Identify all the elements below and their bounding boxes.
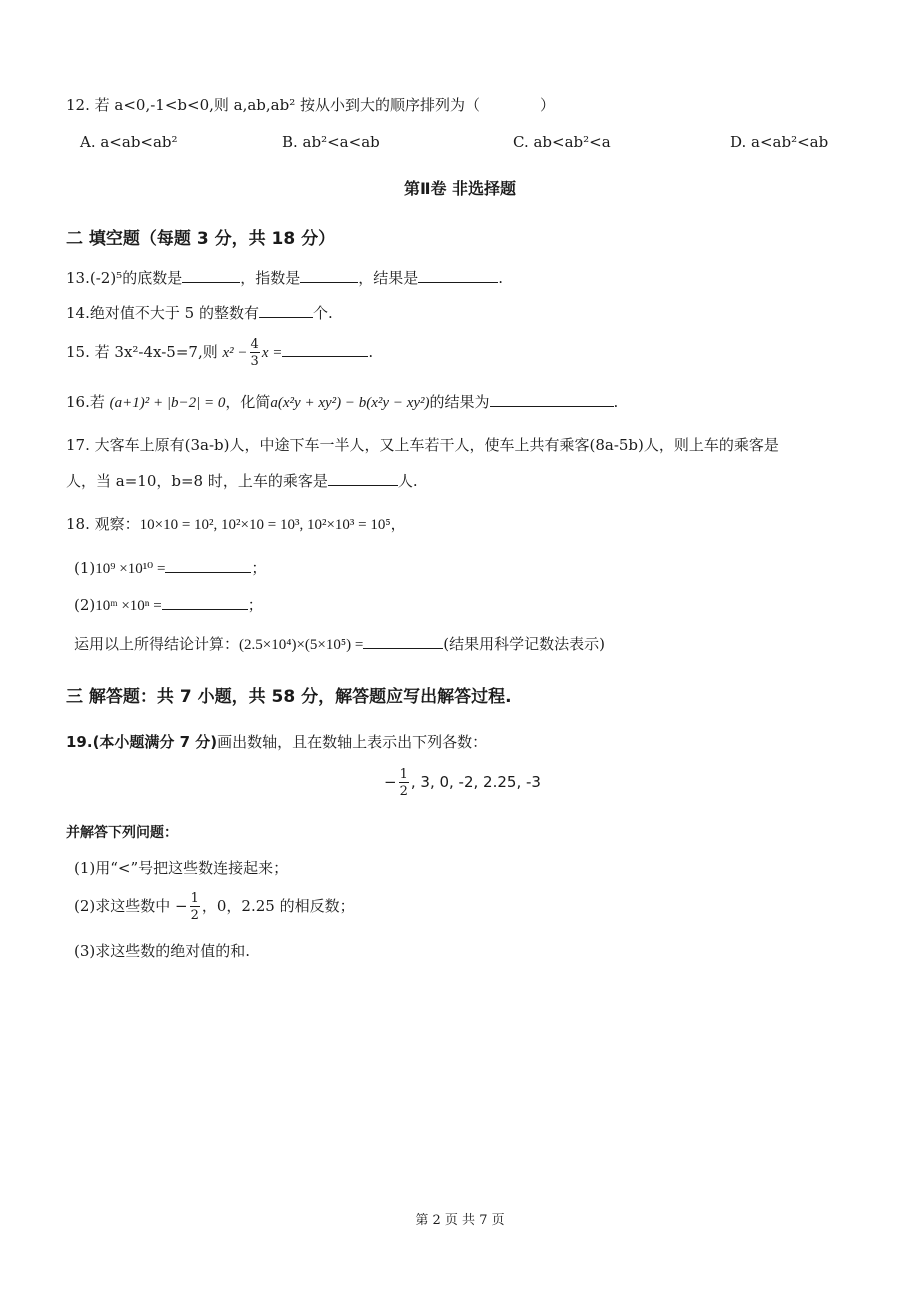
question-19-number-list xyxy=(384,768,541,798)
question-13-part-a: (-2)⁵的底数是 xyxy=(89,269,183,287)
sub-2-part-a: (2)求这些数中 xyxy=(74,897,171,915)
question-19-text: 画出数轴，且在数轴上表示出下列各数： xyxy=(217,733,488,751)
question-16-condition: (a+1)² + |b−2| = 0 xyxy=(109,395,226,411)
question-18-observation: 10×10 = 10², 10²×10 = 10³, 10²×10³ = 10⁵ xyxy=(139,517,391,533)
question-number: 15. xyxy=(66,343,90,361)
question-12-stem: 12. 若 a<0,-1<b<0,则 a,ab,ab² 按从小到大的顺序排列为（ ） xyxy=(66,96,555,114)
minus-sign: − xyxy=(175,897,188,915)
question-number: 16. xyxy=(66,393,90,411)
question-number: 13. xyxy=(66,269,90,287)
question-15-end: . xyxy=(368,343,374,361)
fraction-numerator: 1 xyxy=(399,767,408,782)
question-13-end: . xyxy=(498,269,504,287)
question-18-stem-end: ， xyxy=(390,515,406,533)
question-16-part-a: 若 xyxy=(89,393,105,411)
apply-note: (结果用科学记数法表示) xyxy=(443,635,606,653)
fraction-numerator: 4 xyxy=(250,337,259,352)
answer-blank[interactable] xyxy=(490,392,614,407)
question-16-end: . xyxy=(613,393,619,411)
question-16-part-c: 的结果为 xyxy=(429,393,490,411)
question-17-part-a: 人，当 a=10，b=8 时，上车的乘客是 xyxy=(66,472,328,490)
question-17-line-2 xyxy=(66,470,418,491)
fraction-numerator: 1 xyxy=(190,891,199,906)
question-15-expr-right: x = xyxy=(261,345,283,361)
sub-question-2-end: ； xyxy=(247,596,263,614)
minus-sign: − xyxy=(384,773,397,791)
fraction-denominator: 2 xyxy=(190,908,199,923)
question-15 xyxy=(66,338,373,368)
sub-question-2-expr: 10ᵐ ×10ⁿ = xyxy=(95,598,162,614)
question-18-stem xyxy=(66,513,406,534)
section-3-title: 三 解答题：共 7 小题，共 58 分，解答题应写出解答过程. xyxy=(66,687,512,707)
fraction xyxy=(399,768,409,798)
question-14 xyxy=(66,302,333,323)
answer-blank[interactable] xyxy=(363,634,443,649)
apply-expression: (2.5×10⁴)×(5×10⁵) = xyxy=(239,637,364,653)
question-15-expr-left: x² − xyxy=(222,345,248,361)
question-17-line-1: 17. 大客车上原有(3a-b)人，中途下车一半人，又上车若干人，使车上共有乘客(8a-5b)人，则上车的乘客是 xyxy=(66,436,779,454)
sub-question-1-expr: 10⁹ ×10¹⁰ = xyxy=(95,561,166,577)
question-12-option-d: D. a<ab²<ab xyxy=(730,133,829,151)
answer-blank[interactable] xyxy=(165,558,251,573)
question-14-part-a: 绝对值不大于 5 的整数有 xyxy=(89,304,259,322)
question-18-apply xyxy=(74,633,605,654)
question-15-part-a: 若 3x²-4x-5=7,则 xyxy=(94,343,218,361)
sub-question-1-end: ； xyxy=(251,559,267,577)
page-footer: 第 2 页 共 7 页 xyxy=(415,1213,505,1228)
question-13-part-b: ，指数是 xyxy=(240,269,301,287)
apply-label: 运用以上所得结论计算： xyxy=(74,635,240,653)
part-2-title: 第Ⅱ卷 非选择题 xyxy=(403,179,517,198)
section-2-title: 二 填空题（每题 3 分，共 18 分） xyxy=(66,229,336,249)
question-19-sub-3: (3)求这些数的绝对值的和. xyxy=(74,942,251,960)
answer-blank[interactable] xyxy=(328,471,398,486)
fraction xyxy=(250,338,260,368)
question-16-expression: a(x²y + xy²) − b(x²y − xy²) xyxy=(270,395,430,411)
question-12-option-b: B. ab²<a<ab xyxy=(282,133,380,151)
question-number: 14. xyxy=(66,304,90,322)
question-19-solve-label: 并解答下列问题： xyxy=(66,825,178,841)
sub-question-label: (2) xyxy=(74,596,96,614)
sub-question-label: (1) xyxy=(74,559,96,577)
question-13-part-c: ，结果是 xyxy=(358,269,419,287)
answer-blank[interactable] xyxy=(182,268,240,283)
answer-blank[interactable] xyxy=(418,268,498,283)
answer-blank[interactable] xyxy=(300,268,358,283)
fraction xyxy=(190,892,200,922)
question-18-sub-2 xyxy=(74,594,263,615)
fraction-denominator: 3 xyxy=(250,354,259,369)
question-19-head: 19.(本小题满分 7 分) xyxy=(66,733,218,751)
question-19-sub-1: (1)用“<”号把这些数连接起来； xyxy=(74,859,289,877)
question-13 xyxy=(66,267,503,288)
answer-blank[interactable] xyxy=(282,342,368,357)
question-19-sub-2 xyxy=(74,892,355,922)
sub-2-part-b: ，0，2.25 的相反数； xyxy=(201,897,355,915)
question-17-part-b: 人. xyxy=(397,472,418,490)
question-12-option-c: C. ab<ab²<a xyxy=(513,133,611,151)
question-14-part-b: 个. xyxy=(312,304,333,322)
question-16-part-b: ，化简 xyxy=(225,393,271,411)
question-12-option-a: A. a<ab<ab² xyxy=(80,133,178,151)
question-18-sub-1 xyxy=(74,557,266,578)
question-19-stem xyxy=(66,731,487,752)
question-18-label: 18. 观察： xyxy=(66,515,140,533)
answer-blank[interactable] xyxy=(259,303,313,318)
number-list-rest: , 3, 0, -2, 2.25, -3 xyxy=(410,773,541,791)
answer-blank[interactable] xyxy=(162,595,248,610)
question-16 xyxy=(66,391,618,412)
fraction-denominator: 2 xyxy=(399,784,408,799)
